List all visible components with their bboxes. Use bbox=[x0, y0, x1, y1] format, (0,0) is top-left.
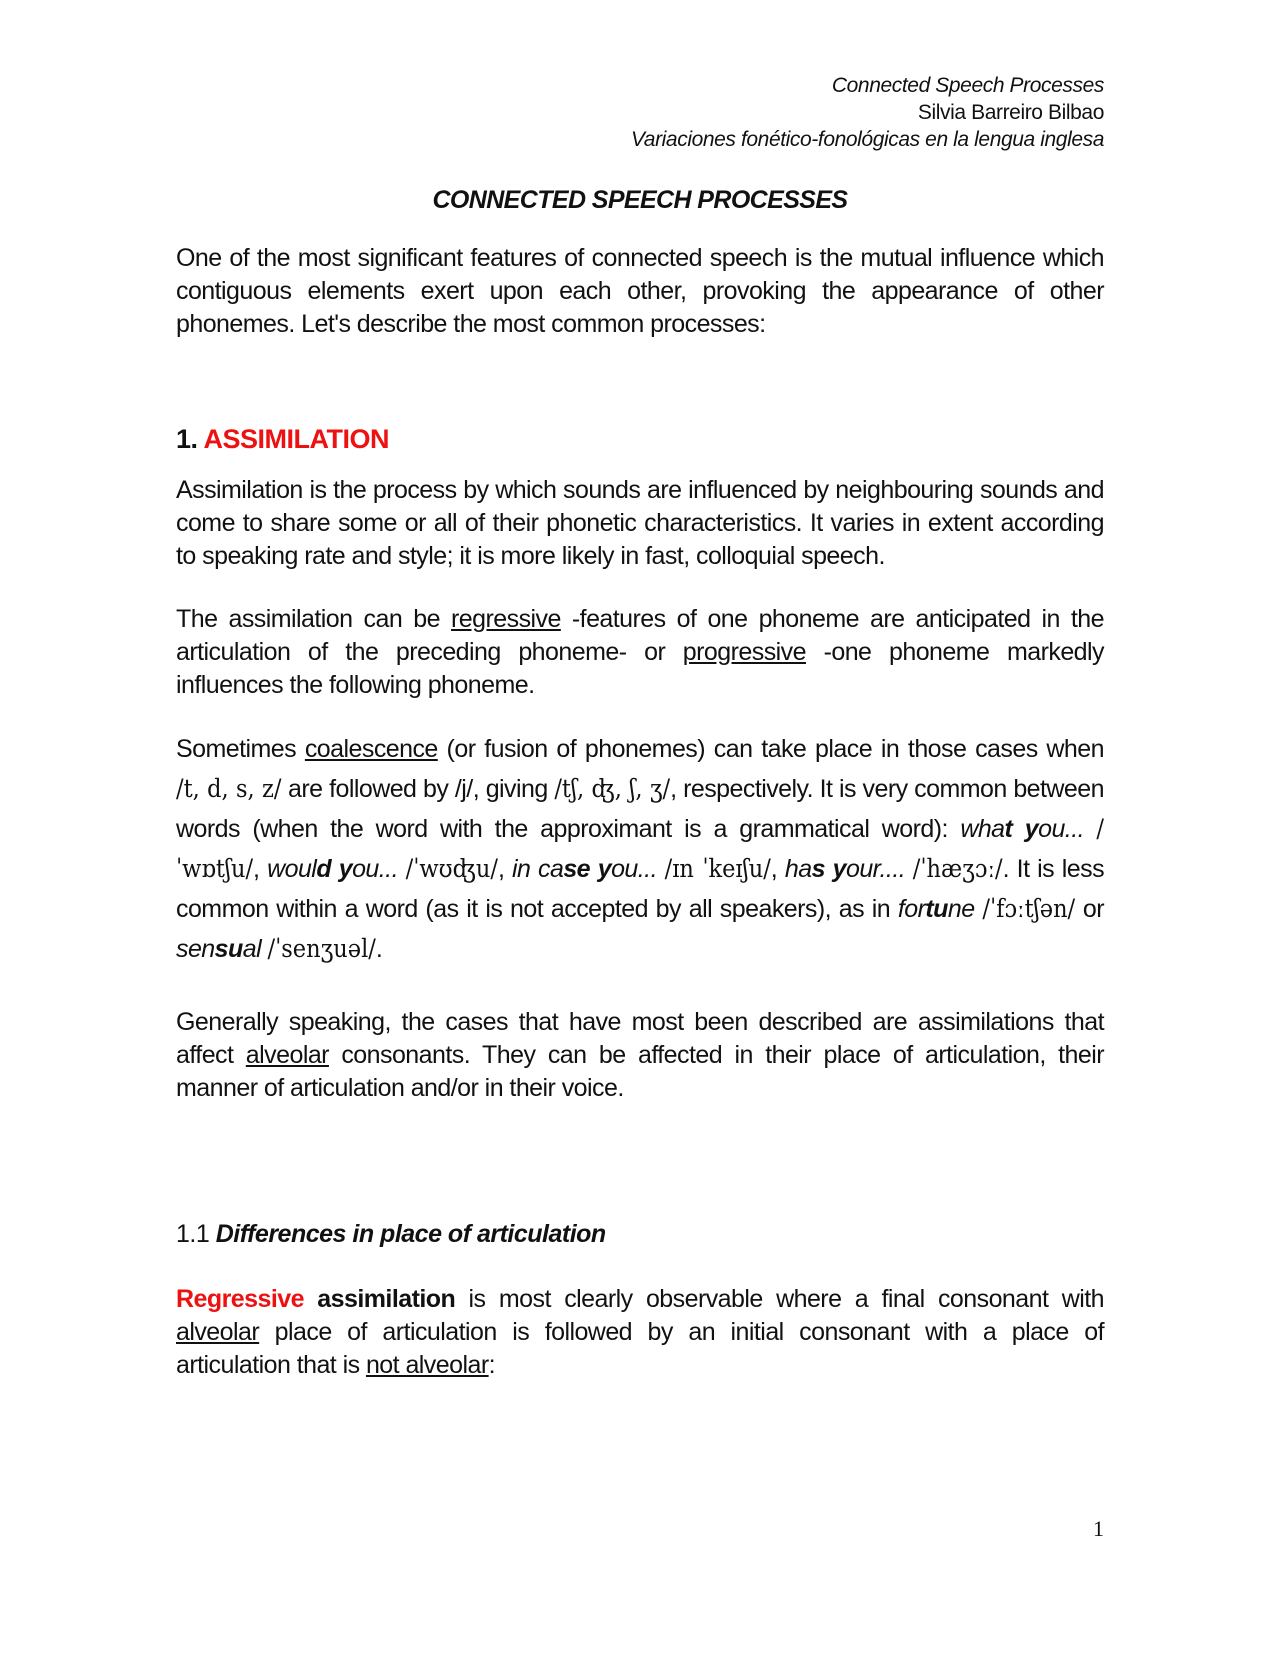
text: y bbox=[824, 855, 846, 883]
example-fortune bbox=[898, 895, 975, 923]
text: sen bbox=[176, 935, 215, 963]
header-course-title: Connected Speech Processes bbox=[831, 74, 1104, 97]
running-header bbox=[600, 72, 1104, 153]
text: , giving bbox=[472, 775, 555, 803]
text: is most clearly observable where a final consonant with bbox=[455, 1285, 1104, 1313]
regressive-progressive-paragraph bbox=[176, 603, 1104, 702]
ipa-example: /ˈwʊʤu/ bbox=[405, 854, 498, 883]
text: s bbox=[811, 855, 825, 883]
term-regressive: Regressive bbox=[176, 1285, 304, 1313]
text: t bbox=[1004, 815, 1013, 843]
term-coalescence: coalescence bbox=[304, 735, 438, 763]
regressive-assimilation-paragraph bbox=[176, 1283, 1104, 1382]
text: y bbox=[1012, 815, 1039, 843]
text: al bbox=[242, 935, 262, 963]
text: in ca bbox=[512, 855, 564, 883]
text: ou... bbox=[611, 855, 657, 883]
text: are followed by bbox=[281, 775, 455, 803]
text: y bbox=[590, 855, 612, 883]
text: ha bbox=[784, 855, 812, 883]
example-what-you bbox=[960, 815, 1084, 843]
term-not-alveolar: not alveolar bbox=[365, 1351, 489, 1379]
section-number: 1. bbox=[176, 424, 198, 454]
ipa-example: /ˈfɔːtʃən/ bbox=[982, 894, 1076, 923]
text: ou... bbox=[352, 855, 398, 883]
text: . It is less common within a word (as it is not accepted by all speakers), as in bbox=[176, 855, 1105, 923]
text: ne bbox=[947, 895, 975, 923]
text: woul bbox=[267, 855, 317, 883]
subsection-heading-place bbox=[176, 1220, 606, 1249]
text: wha bbox=[960, 815, 1005, 843]
ipa-result: /tʃ, ʤ, ʃ, ʒ/ bbox=[554, 774, 671, 803]
page-title: CONNECTED SPEECH PROCESSES bbox=[432, 186, 848, 214]
coalescence-paragraph: Sometimes coalescence (or fusion of phonemes) can take place in those cases when /t, d, s, z/ are followed by /j/, giving /tʃ, ʤ, ʃ, ʒ/, respectively. It is very common between words (when the word with the approximant is a grammatical word): what you... /ˈwɒtʃu/, would you... /ˈwʊʤu/, in case you... /ɪn ˈkeɪʃu/, has your.... /ˈhæʒɔː/. It is less common within a word (as it is not accepted by all speakers), as in fortune /ˈfɔːtʃən/ or sensual /ˈsenʒuəl/. bbox=[176, 735, 1105, 963]
text: . bbox=[375, 935, 383, 963]
text: consonants. They can be affected in their place of articulation, their manner of articulation and/or in their voice. bbox=[176, 1041, 1104, 1102]
page-number: 1 bbox=[1093, 1516, 1104, 1541]
text: su bbox=[214, 935, 243, 963]
text: Sometimes bbox=[176, 735, 305, 763]
text: place of articulation is followed by an initial consonant with a place of articulation that is bbox=[176, 1318, 1104, 1379]
text: ou... bbox=[1038, 815, 1084, 843]
text: , respectively. It is very common between words (when the word with the approximant is a grammatical word): bbox=[176, 775, 1104, 843]
section-title: ASSIMILATION bbox=[203, 424, 390, 454]
text: The assimilation can be bbox=[176, 605, 452, 633]
text: Generally speaking, the cases that have most been described are assimilations that affect bbox=[176, 1008, 1104, 1069]
header-subject: Variaciones fonético-fonológicas en la lengua inglesa bbox=[630, 128, 1104, 151]
example-sensual bbox=[176, 935, 261, 963]
term-progressive: progressive bbox=[682, 638, 806, 666]
subsection-title: Differences in place of articulation bbox=[215, 1220, 606, 1248]
term-assimilation: assimilation bbox=[317, 1285, 456, 1313]
term-regressive: regressive bbox=[451, 605, 561, 633]
text: se bbox=[563, 855, 591, 883]
ipa-example: /ˈhæʒɔː/ bbox=[912, 854, 1003, 883]
text: our.... bbox=[845, 855, 906, 883]
text: y bbox=[331, 855, 353, 883]
term-alveolar: alveolar bbox=[176, 1318, 260, 1346]
section-heading-assimilation bbox=[176, 424, 389, 455]
example-has-your bbox=[785, 855, 905, 883]
text: (or fusion of phonemes) can take place in those cases when bbox=[437, 735, 1104, 763]
assimilation-definition-paragraph: Assimilation is the process by which sounds are influenced by neighbouring sounds and come to share some or all of their phonetic characteristics. It varies in extent according to speaking rate and style; it is more likely in fast, colloquial speech. bbox=[176, 476, 1104, 570]
example-in-case-you bbox=[512, 855, 657, 883]
ipa-approximant: /j/ bbox=[454, 775, 473, 803]
header-author: Silvia Barreiro Bilbao bbox=[917, 101, 1104, 124]
text: or bbox=[1075, 895, 1104, 923]
subsection-number: 1.1 bbox=[176, 1220, 210, 1248]
text: -features of one phoneme are anticipated in the articulation of the preceding phoneme- or bbox=[176, 605, 1104, 666]
ipa-example: /ˈwɒtʃu/ bbox=[176, 814, 1105, 883]
alveolar-paragraph bbox=[176, 1006, 1104, 1105]
example-would-you bbox=[267, 855, 398, 883]
text: -one phoneme markedly influences the following phoneme. bbox=[176, 638, 1104, 699]
term-alveolar: alveolar bbox=[245, 1041, 329, 1069]
intro-paragraph: One of the most significant features of connected speech is the mutual influence which contiguous elements exert upon each other, provoking the appearance of other phonemes. Let's describe the most common processes: bbox=[176, 244, 1104, 338]
text: for bbox=[897, 895, 926, 923]
ipa-example: /ɪn ˈkeɪʃu/ bbox=[664, 854, 771, 883]
text: tu bbox=[925, 895, 948, 923]
ipa-phonemes: /t, d, s, z/ bbox=[176, 774, 282, 803]
ipa-example: /ˈsenʒuəl/ bbox=[267, 934, 376, 963]
text: d bbox=[316, 855, 332, 883]
text: : bbox=[488, 1351, 496, 1379]
